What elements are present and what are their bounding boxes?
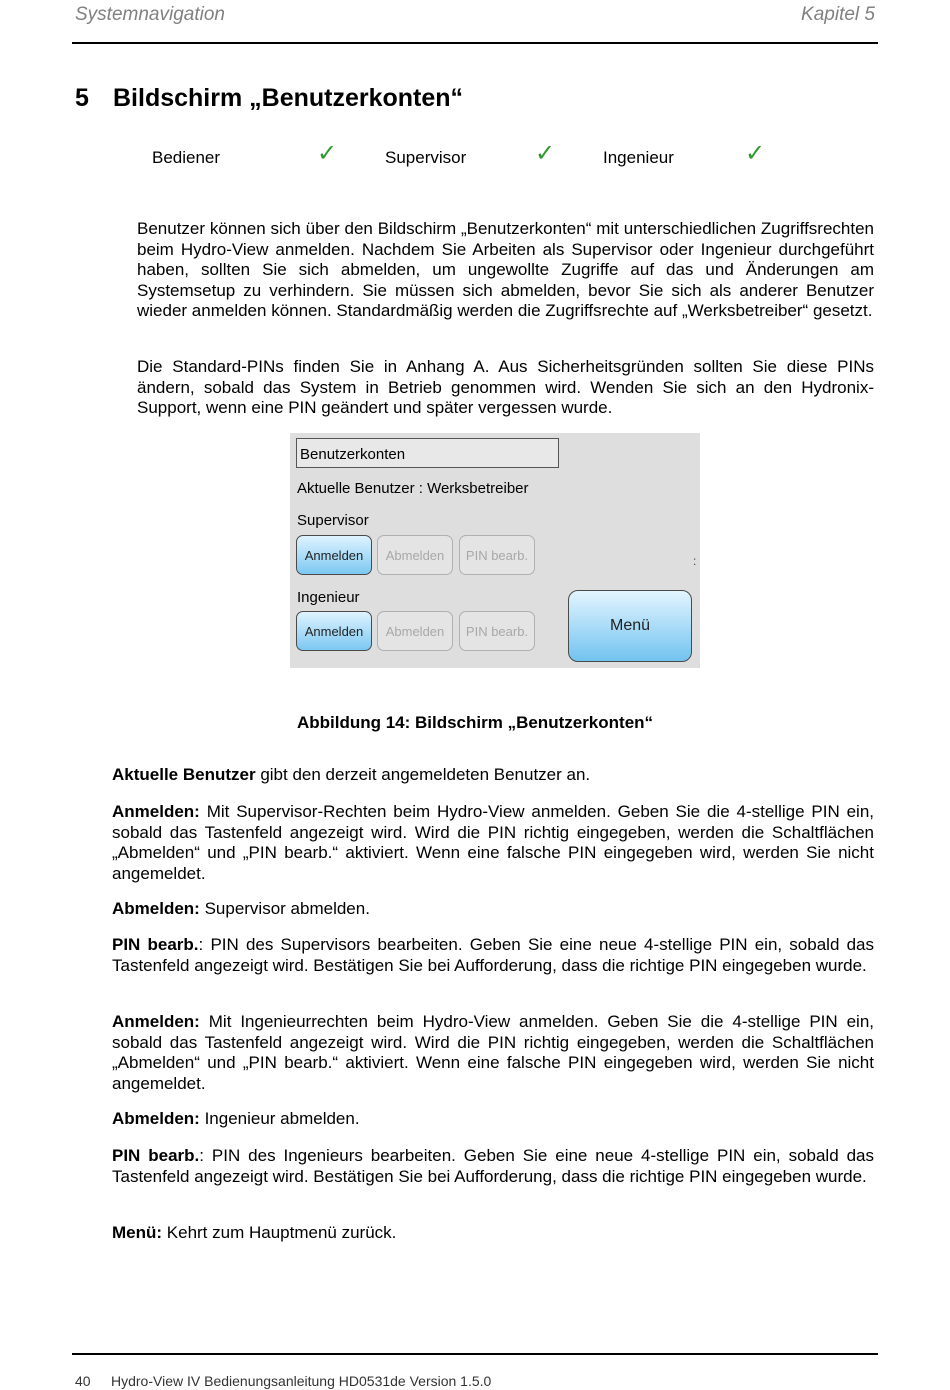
- supervisor-section-label: Supervisor: [297, 512, 369, 529]
- description-term: Abmelden:: [112, 899, 200, 918]
- description-text: Kehrt zum Hauptmenü zurück.: [162, 1223, 397, 1242]
- role-label-supervisor: Supervisor: [385, 148, 467, 167]
- header-divider: [72, 42, 878, 44]
- description-engineer-logout: [112, 1109, 874, 1130]
- engineer-login-button[interactable]: Anmelden: [296, 611, 372, 651]
- description-supervisor-login: [112, 802, 874, 884]
- description-text: Mit Ingenieurrechten beim Hydro-View anmelden. Geben Sie die 4-stellige PIN ein, sobald das Tastenfeld angezeigt wird. Wird die PIN richtig eingegeben, werden die Schaltflächen „Abmelden“ und „PIN bearb.“ aktiviert. Wenn eine falsche PIN eingegeben wird, werden Sie nicht angemeldet.: [112, 1012, 874, 1093]
- checkmark-icon: ✓: [745, 140, 766, 167]
- chapter-number: 5: [75, 84, 89, 112]
- current-user-label: Aktuelle Benutzer : Werksbetreiber: [297, 480, 529, 497]
- description-term: Anmelden:: [112, 1012, 200, 1031]
- description-supervisor-logout: [112, 899, 874, 920]
- role-label-operator: Bediener: [152, 148, 221, 167]
- description-text: Ingenieur abmelden.: [199, 1109, 360, 1128]
- intro-paragraph-2: Die Standard-PINs finden Sie in Anhang A. Aus Sicherheitsgründen sollten Sie diese PINs ändern, sobald das System in Betrieb genommen wird. Wenden Sie sich an den Hydronix-Support, wenn eine PIN geändert und später vergessen wurde.: [137, 357, 874, 417]
- menu-button[interactable]: Menü: [568, 590, 692, 662]
- role-label-engineer: Ingenieur: [603, 148, 674, 167]
- description-menu: [112, 1223, 874, 1244]
- footer-divider: [72, 1353, 878, 1355]
- supervisor-login-button[interactable]: Anmelden: [296, 535, 372, 575]
- stray-mark: :: [693, 554, 697, 568]
- description-supervisor-pin: [112, 935, 874, 976]
- chapter-heading: [75, 84, 463, 113]
- description-term: Anmelden:: [112, 802, 200, 821]
- description-term: PIN bearb.: [112, 935, 199, 954]
- description-term: Menü:: [112, 1223, 163, 1242]
- description-text: gibt den derzeit angemeldeten Benutzer an.: [255, 765, 591, 784]
- description-current-user: [112, 765, 874, 786]
- figure-caption: Abbildung 14: Bildschirm „Benutzerkonten“: [296, 713, 654, 732]
- running-header-section: Systemnavigation: [75, 4, 225, 25]
- description-text: Supervisor abmelden.: [199, 899, 370, 918]
- checkmark-icon: ✓: [317, 140, 338, 167]
- description-text: : PIN des Ingenieurs bearbeiten. Geben Sie eine neue 4-stellige PIN ein, sobald das Tastenfeld angezeigt wird. Bestätigen Sie bei Aufforderung, dass die richtige PIN eingegeben wurde.: [112, 1146, 874, 1186]
- access-roles: [0, 140, 950, 176]
- running-header-chapter: Kapitel 5: [801, 4, 875, 25]
- chapter-title: Bildschirm „Benutzerkonten“: [113, 84, 464, 112]
- description-engineer-login: [112, 1012, 874, 1094]
- supervisor-pin-edit-button[interactable]: PIN bearb.: [459, 535, 535, 575]
- engineer-section-label: Ingenieur: [297, 589, 360, 606]
- user-accounts-screen: [290, 433, 700, 668]
- screen-title-box: [296, 438, 559, 468]
- engineer-logout-button[interactable]: Abmelden: [377, 611, 453, 651]
- screen-title: Benutzerkonten: [300, 446, 406, 463]
- description-text: : PIN des Supervisors bearbeiten. Geben Sie eine neue 4-stellige PIN ein, sobald das Tastenfeld angezeigt wird. Bestätigen Sie bei Aufforderung, dass die richtige PIN eingegeben wurde.: [112, 935, 874, 975]
- engineer-pin-edit-button[interactable]: PIN bearb.: [459, 611, 535, 651]
- page-number: 40: [75, 1373, 91, 1389]
- intro-paragraph-1: Benutzer können sich über den Bildschirm „Benutzerkonten“ mit unterschiedlichen Zugriffsrechten beim Hydro-View anmelden. Nachdem Sie Arbeiten als Supervisor oder Ingenieur durchgeführt haben, sollten Sie sich abmelden, um ungewollte Zugriffe auf das und Änderungen am Systemsetup zu verhindern. Sie müssen sich abmelden, bevor Sie sich als anderer Benutzer wieder anmelden können. Standardmäßig werden die Zugriffsrechte auf „Werksbetreiber“ gesetzt.: [137, 219, 874, 320]
- description-term: PIN bearb.: [112, 1146, 200, 1165]
- description-text: Mit Supervisor-Rechten beim Hydro-View anmelden. Geben Sie die 4-stellige PIN ein, sobald das Tastenfeld angezeigt wird. Wird die PIN richtig eingegeben, werden die Schaltflächen „Abmelden“ und „PIN bearb.“ aktiviert. Wenn eine falsche PIN eingegeben wird, werden Sie nicht angemeldet.: [112, 802, 874, 883]
- description-term: Aktuelle Benutzer: [112, 765, 256, 784]
- description-engineer-pin: [112, 1146, 874, 1187]
- checkmark-icon: ✓: [535, 140, 556, 167]
- supervisor-logout-button[interactable]: Abmelden: [377, 535, 453, 575]
- document-footer-title: Hydro-View IV Bedienungsanleitung HD0531de Version 1.5.0: [111, 1373, 492, 1389]
- description-term: Abmelden:: [112, 1109, 200, 1128]
